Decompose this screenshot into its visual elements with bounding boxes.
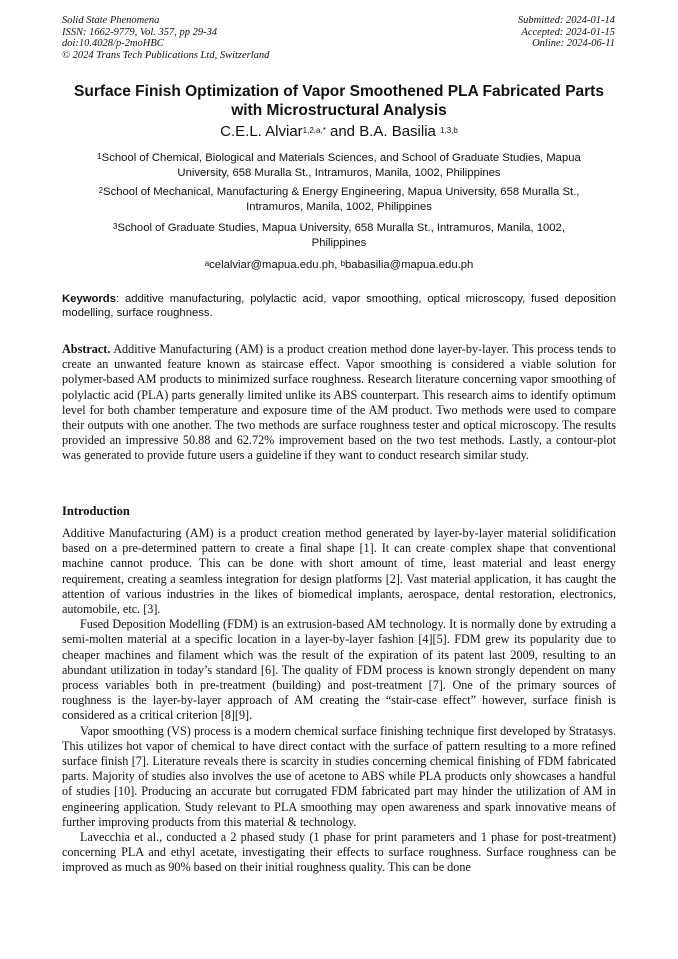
- journal-name: Solid State Phenomena: [62, 15, 160, 26]
- paper-title: [62, 82, 616, 120]
- affiliation-3-marker: 3: [113, 222, 118, 231]
- affiliation-2-line-1: School of Mechanical, Manufacturing & Energy Engineering, Mapua University, 658 Muralla St.,: [103, 186, 580, 198]
- doi-line: doi:10.4028/p-2moHBC: [62, 38, 164, 49]
- intro-paragraph-4: Lavecchia et al., conducted a 2 phased study (1 phase for print parameters and 1 phase for post-treatment) concerning PLA and ethyl acetate, investigating their effects to surface roughness. Surface roughness can be improved as much as 90% based on their initial roughness quality. This can be done: [62, 830, 616, 875]
- email-a-marker: a: [204, 259, 210, 268]
- affiliation-3-line-2: Philippines: [311, 236, 367, 249]
- affiliation-2-line-2: Intramuros, Manila, 1002, Philippines: [246, 200, 432, 213]
- submitted-date: Submitted: 2024-01-14: [517, 15, 615, 26]
- accepted-date: Accepted: 2024-01-15: [521, 26, 615, 38]
- affiliation-3-line-1: School of Graduate Studies, Mapua University, 658 Muralla St., Intramuros, Manila, 1002,: [117, 222, 565, 234]
- keywords-text: : additive manufacturing, polylactic acid, vapor smoothing, optical microscopy, fused deposition modelling, surface roughness.: [62, 293, 616, 319]
- abstract-label: Abstract.: [62, 342, 111, 356]
- affiliation-1-marker: 1: [97, 152, 102, 161]
- affiliation-1-line-1: School of Chemical, Biological and Materials Sciences, and School of Graduate Studies, Mapua: [101, 152, 581, 164]
- introduction-heading: Introduction: [62, 504, 130, 518]
- intro-paragraph-1: Additive Manufacturing (AM) is a product creation method generated by layer-by-layer material solidification based on a pre-determined pattern to create a final shape [1]. It can create complex shape that conventional machine cannot produce. This can be done with short amount of time, least material and least energy requirement, creating a seamless integration for design platforms [2]. Vast material application, it has caught the attention of various industries in the likes of biomedical implants, aerospace, dental restoration, electronics, automobile, etc. [3].: [62, 526, 616, 617]
- dates-meta: [518, 15, 615, 50]
- affiliation-1-line-2: University, 658 Muralla St., Intramuros, Manila, 1002, Philippines: [177, 166, 501, 179]
- author-2-affiliation: 1,3,b: [440, 126, 458, 135]
- title-line-2: with Microstructural Analysis: [231, 102, 447, 119]
- intro-paragraph-2: Fused Deposition Modelling (FDM) is an extrusion-based AM technology. It is normally done by extruding a semi-molten material at a specific location in a layer-by-layer fashion [4][5]. FDM grew its popularity due to cheaper machines and filament which was the result of the expiration of its patent last 2009, resulting to an abundant utilization in today’s standard [6]. The quality of FDM process is known strongly dependent on many process variables both in pre-treatment (building) and post-treatment [7]. One of the primary sources of roughness is the layer-by-layer approach of AM creating the “stair-case effect” however, surface finish is considered as a critical criterion [8][9].: [62, 617, 616, 723]
- author-connector: and: [325, 123, 360, 140]
- copyright-line: © 2024 Trans Tech Publications Ltd, Switzerland: [62, 49, 270, 61]
- keywords-section: [62, 292, 616, 320]
- keywords-label: Keywords: [62, 293, 116, 305]
- affiliation-2: [62, 185, 616, 214]
- affiliation-2-marker: 2: [98, 186, 104, 195]
- author-list: [62, 123, 616, 141]
- author-2: B.A. Basilia: [359, 123, 436, 140]
- abstract-section: [62, 342, 616, 464]
- journal-meta: [62, 15, 269, 61]
- email-b[interactable]: babasilia@mapua.edu.ph: [345, 259, 474, 271]
- email-b-marker: b: [340, 259, 346, 268]
- author-1-affiliation: 1,2,a,*: [302, 126, 326, 135]
- title-line-1: Surface Finish Optimization of Vapor Smoothened PLA Fabricated Parts: [74, 83, 604, 100]
- affiliation-1: [62, 151, 616, 180]
- abstract-text: Additive Manufacturing (AM) is a product creation method done layer-by-layer. This process tends to create an unwanted feature known as staircase effect. Vapor smoothing is considered a viable solution for polymer-based AM products to minimized surface roughness. Research literature concerning vapor smoothing of polylactic acid (PLA) parts generally limited unlike its ABS counterpart. This research aims to identify optimum level for both chamber temperature and exposure time of the AM product. Two methods were used to compare their outputs with one another. The two methods are surface roughness tester and optical microscopy. The results provided an impressive 50.88 and 62.72% improvement based on the two test methods. Lastly, a contour-plot was generated to provide future users a guideline if they want to conduct research similar study.: [62, 342, 616, 463]
- email-a[interactable]: celalviar@mapua.edu.ph,: [209, 259, 341, 271]
- online-date: Online: 2024-06-11: [532, 38, 615, 49]
- author-emails: [62, 258, 616, 272]
- issn-line: ISSN: 1662-9779, Vol. 357, pp 29-34: [62, 26, 218, 38]
- affiliation-3: [62, 221, 616, 250]
- author-1: C.E.L. Alviar: [220, 123, 303, 140]
- introduction-body: [62, 526, 616, 876]
- intro-paragraph-3: Vapor smoothing (VS) process is a modern chemical surface finishing technique first developed by Stratasys. This utilizes hot vapor of chemical to have direct contact with the surface of pattern resulting to a more refined surface finish [7]. Literature reveals there is scarcity in studies concerning chemical finishing of FDM fabricated parts. Majority of studies also involves the use of acetone to ABS while PLA products only showcases a handful of studies [10]. Producing an accurate but corrugated FDM fabricated part may hinder the utilization of AM in engineering application. Study relevant to PLA smoothing may open awareness and spark innovative means of further improving products from this material & technology.: [62, 723, 616, 829]
